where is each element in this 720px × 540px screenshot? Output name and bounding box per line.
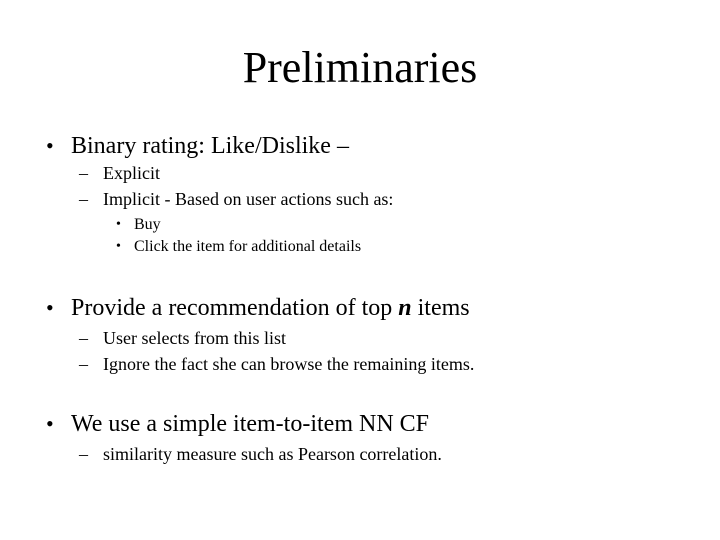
bullet-marker: • <box>46 295 54 320</box>
bullet-marker: • <box>116 239 121 254</box>
bullet-item-to-item: We use a simple item-to-item NN CF <box>71 411 430 437</box>
dash-marker: – <box>79 189 88 209</box>
sub-similarity-measure: similarity measure such as Pearson correlation. <box>103 444 442 464</box>
subsub-buy: Buy <box>134 216 161 233</box>
bullet-text-n: n <box>398 295 412 321</box>
sub-user-selects: User selects from this list <box>103 328 286 348</box>
bullet-binary-rating: Binary rating: Like/Dislike – <box>71 133 349 159</box>
dash-marker: – <box>79 163 88 183</box>
sub-explicit: Explicit <box>103 163 160 183</box>
dash-marker: – <box>79 354 88 374</box>
bullet-text-after: items <box>411 295 470 321</box>
bullet-marker: • <box>116 217 121 232</box>
subsub-click-item: Click the item for additional details <box>134 238 362 255</box>
dash-marker: – <box>79 328 88 348</box>
bullet-text-before: Provide a recommendation of top <box>71 295 399 321</box>
slide-title: Preliminaries <box>242 43 478 92</box>
bullet-marker: • <box>46 133 54 158</box>
dash-marker: – <box>79 444 88 464</box>
sub-ignore-fact: Ignore the fact she can browse the remaining items. <box>103 354 475 374</box>
bullet-provide-recommendation <box>71 294 470 322</box>
bullet-marker: • <box>46 411 54 436</box>
sub-implicit: Implicit - Based on user actions such as: <box>103 189 394 209</box>
